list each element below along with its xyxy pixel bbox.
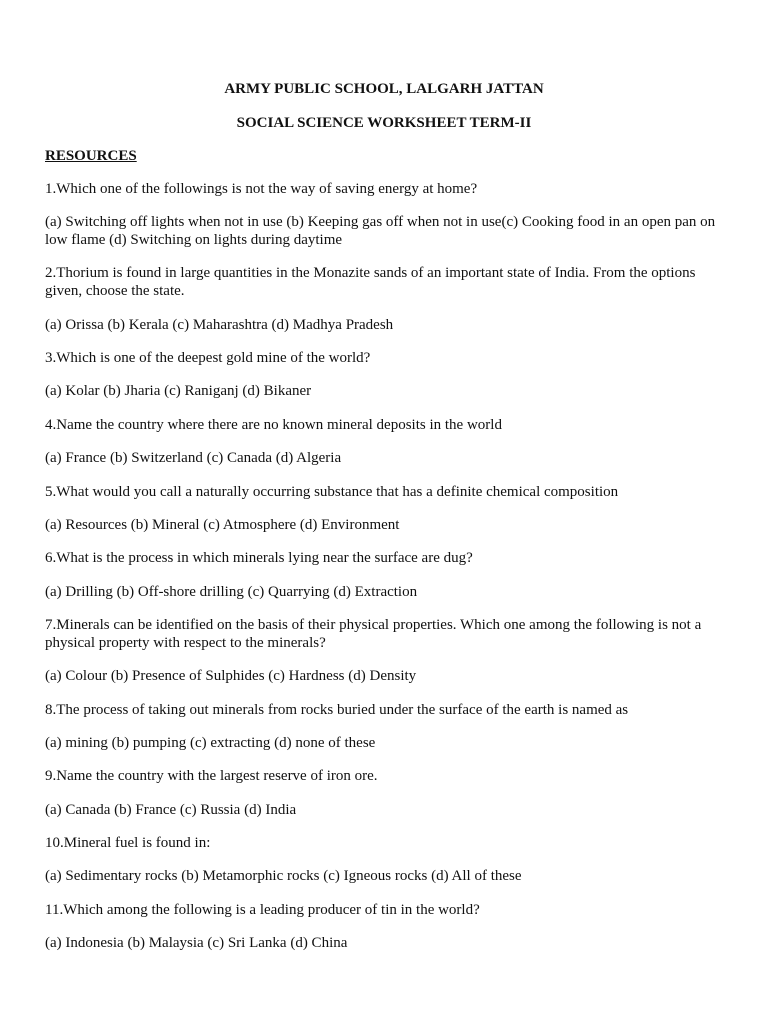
question-2: 2.Thorium is found in large quantities in the Monazite sands of an important state of India. From the options given, choose the state. bbox=[45, 265, 696, 299]
options-9: (a) Canada (b) France (c) Russia (d) India bbox=[45, 802, 297, 818]
question-8: 8.The process of taking out minerals from rocks buried under the surface of the earth is named as bbox=[45, 702, 629, 718]
options-4: (a) France (b) Switzerland (c) Canada (d) Algeria bbox=[45, 450, 342, 466]
question-7: 7.Minerals can be identified on the basis of their physical properties. Which one among the following is not a physical property with respect to the minerals? bbox=[45, 617, 702, 651]
question-4: 4.Name the country where there are no known mineral deposits in the world bbox=[45, 417, 502, 433]
question-5: 5.What would you call a naturally occurring substance that has a definite chemical composition bbox=[45, 484, 619, 500]
question-9: 9.Name the country with the largest reserve of iron ore. bbox=[45, 768, 378, 784]
question-3: 3.Which is one of the deepest gold mine of the world? bbox=[45, 350, 371, 366]
school-name: ARMY PUBLIC SCHOOL, LALGARH JATTAN bbox=[224, 81, 544, 97]
options-1: (a) Switching off lights when not in use (b) Keeping gas off when not in use(c) Cooking food in an open pan on low flame (d) Switching on lights during daytime bbox=[45, 214, 716, 248]
section-heading: RESOURCES bbox=[45, 148, 137, 164]
options-10: (a) Sedimentary rocks (b) Metamorphic rocks (c) Igneous rocks (d) All of these bbox=[45, 868, 522, 884]
question-6: 6.What is the process in which minerals lying near the surface are dug? bbox=[45, 550, 473, 566]
question-10: 10.Mineral fuel is found in: bbox=[45, 835, 211, 851]
options-2: (a) Orissa (b) Kerala (c) Maharashtra (d) Madhya Pradesh bbox=[45, 317, 394, 333]
options-5: (a) Resources (b) Mineral (c) Atmosphere (d) Environment bbox=[45, 517, 400, 533]
options-8: (a) mining (b) pumping (c) extracting (d) none of these bbox=[45, 735, 376, 751]
worksheet-title: SOCIAL SCIENCE WORKSHEET TERM-II bbox=[236, 115, 532, 131]
options-11: (a) Indonesia (b) Malaysia (c) Sri Lanka (d) China bbox=[45, 935, 348, 951]
options-6: (a) Drilling (b) Off-shore drilling (c) Quarrying (d) Extraction bbox=[45, 584, 418, 600]
question-1: 1.Which one of the followings is not the way of saving energy at home? bbox=[45, 181, 478, 197]
options-7: (a) Colour (b) Presence of Sulphides (c) Hardness (d) Density bbox=[45, 668, 417, 684]
options-3: (a) Kolar (b) Jharia (c) Raniganj (d) Bikaner bbox=[45, 383, 312, 399]
question-11: 11.Which among the following is a leading producer of tin in the world? bbox=[45, 902, 480, 918]
